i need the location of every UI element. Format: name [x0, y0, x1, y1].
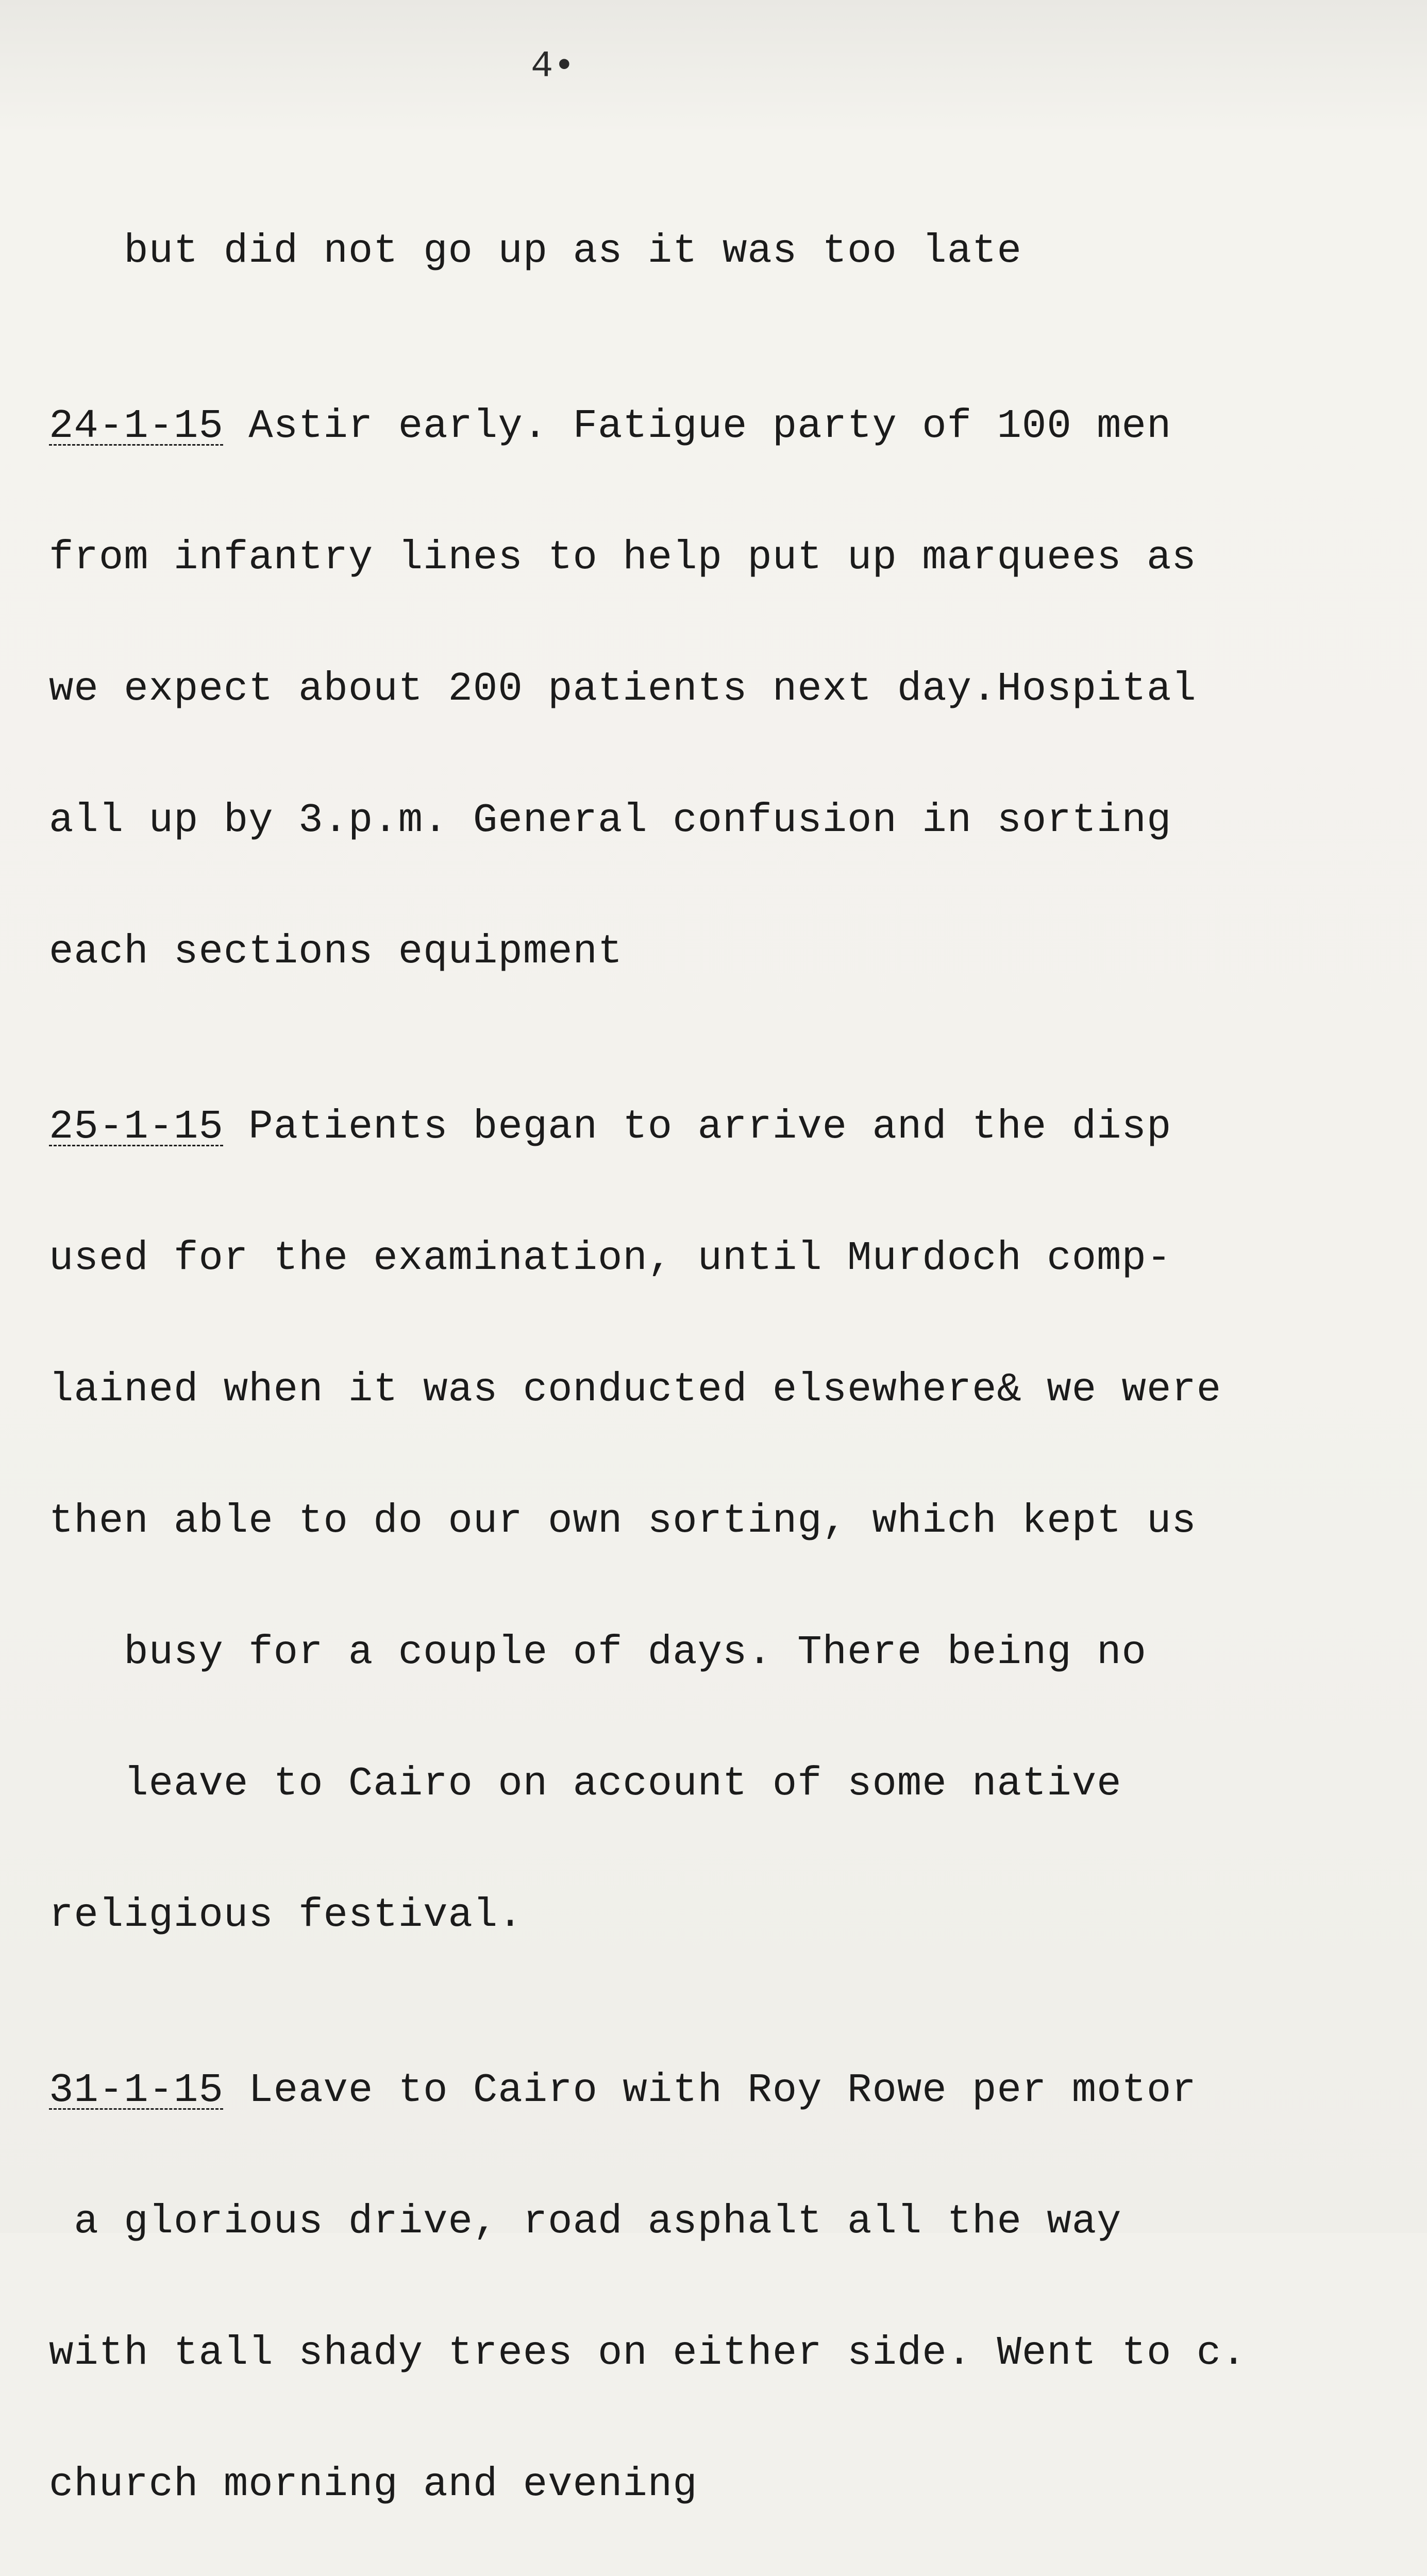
- line-text: a glorious drive, road asphalt all the way: [74, 2198, 1122, 2245]
- line-text: each sections equipment: [49, 928, 623, 975]
- line-text: with tall shady trees on either side. Went to c.: [49, 2330, 1247, 2376]
- entry-date: 24-1-15: [49, 403, 224, 449]
- entry-date: 25-1-15: [49, 1104, 224, 1150]
- text-line: [49, 2463, 1389, 2506]
- line-text: religious festival.: [49, 1892, 523, 1938]
- text-line: [49, 799, 1389, 842]
- text-line: [49, 1762, 1389, 1806]
- text-line: [49, 1631, 1389, 1674]
- text-line: [49, 1368, 1389, 1412]
- line-text: Astir early. Fatigue party of 100 men: [223, 403, 1172, 449]
- text-line: [49, 2331, 1389, 2375]
- text-line: [49, 536, 1389, 580]
- diary-entry-line: [49, 2069, 1389, 2112]
- line-text: busy for a couple of days. There being no: [124, 1629, 1147, 1675]
- text-line: [49, 667, 1389, 711]
- line-text: but did not go up as it was too late: [124, 228, 1022, 274]
- line-text: church morning and evening: [49, 2461, 698, 2507]
- line-text: all up by 3.p.m. General confusion in sorting: [49, 797, 1172, 843]
- text-line: [49, 229, 1389, 273]
- line-text: then able to do our own sorting, which kept us: [49, 1498, 1197, 1544]
- line-text: leave to Cairo on account of some native: [124, 1760, 1122, 1807]
- text-line: [49, 930, 1389, 974]
- line-text: we expect about 200 patients next day.Hospital: [49, 666, 1197, 712]
- diary-entry-line: [49, 404, 1389, 448]
- line-text: Leave to Cairo with Roy Rowe per motor: [223, 2067, 1197, 2113]
- line-text: Patients began to arrive and the disp: [223, 1104, 1172, 1150]
- text-line: [49, 1236, 1389, 1280]
- line-text: from infantry lines to help put up marquees as: [49, 534, 1197, 581]
- page-number: 4•: [531, 45, 576, 88]
- text-line: [49, 1499, 1389, 1543]
- text-line: [49, 2200, 1389, 2244]
- text-line: [49, 1893, 1389, 1937]
- entry-date: 31-1-15: [49, 2067, 224, 2113]
- typed-text-block: [49, 98, 1389, 2576]
- line-text: used for the examination, until Murdoch comp-: [49, 1235, 1172, 1281]
- diary-entry-line: [49, 1105, 1389, 1149]
- line-text: lained when it was conducted elsewhere& we were: [49, 1366, 1222, 1413]
